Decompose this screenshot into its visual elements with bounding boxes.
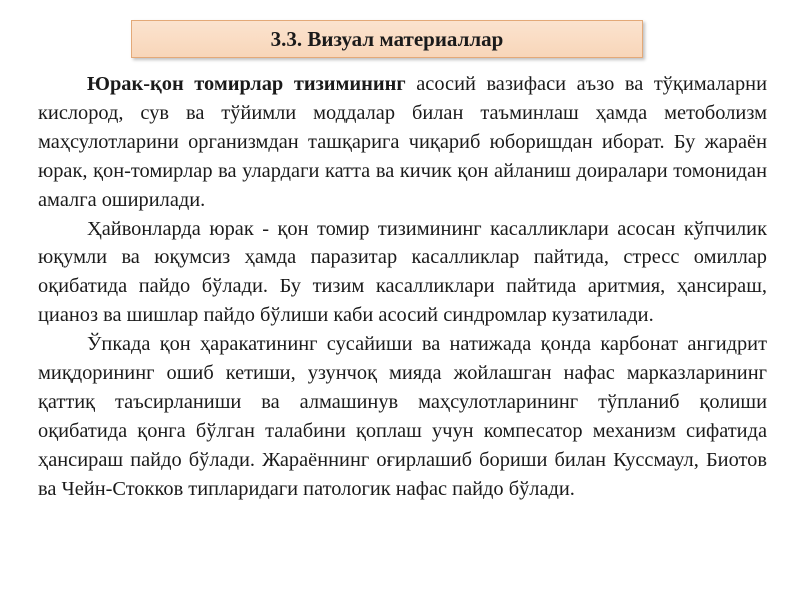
paragraph-1-lead: Юрак-қон томирлар тизимининг bbox=[87, 73, 406, 95]
paragraph-1-text: асосий вазифаси аъзо ва тўқималарни кислород, сув ва тўйимли моддалар билан таъминлаш ҳамда метоболизм маҳсулотларини организмдан ташқарига чиқариб юборишдан иборат. Бу жараён юрак, қон-томирлар ва улардаги катта ва кичик қон айланиш доиралари томонидан амалга оширилади. bbox=[38, 73, 767, 211]
body-text bbox=[38, 70, 767, 504]
paragraph-1 bbox=[38, 70, 767, 215]
paragraph-3 bbox=[38, 330, 767, 503]
title-banner bbox=[131, 20, 643, 58]
paragraph-3-text: Ўпкада қон ҳаракатининг сусайиши ва натижада қонда карбонат ангидрит миқдорининг ошиб кетиши, узунчоқ мияда жойлашган нафас марказларининг қаттиқ таъсирланиши ва алмашинув маҳсулотларининг тўпланиб қолиши оқибатида қонга бўлган талабини қоплаш учун компесатор механизм сифатида ҳансираш пайдо бўлади. Жараённинг оғирлашиб бориши билан Куссмаул, Биотов ва Чейн-Стокков типларидаги патологик нафас пайдо бўлади. bbox=[38, 333, 767, 500]
paragraph-2 bbox=[38, 215, 767, 331]
slide-title: 3.3. Визуал материаллар bbox=[270, 26, 504, 51]
paragraph-2-text: Ҳайвонларда юрак - қон томир тизимининг касалликлари асосан кўпчилик юқумли ва юқумсиз ҳамда паразитар касалликлар пайтида, стресс омиллар оқибатида пайдо бўлади. Бу тизим касалликлари пайтида аритмия, ҳансираш, цианоз ва шишлар пайдо бўлиши каби асосий синдромлар кузатилади. bbox=[38, 217, 767, 327]
